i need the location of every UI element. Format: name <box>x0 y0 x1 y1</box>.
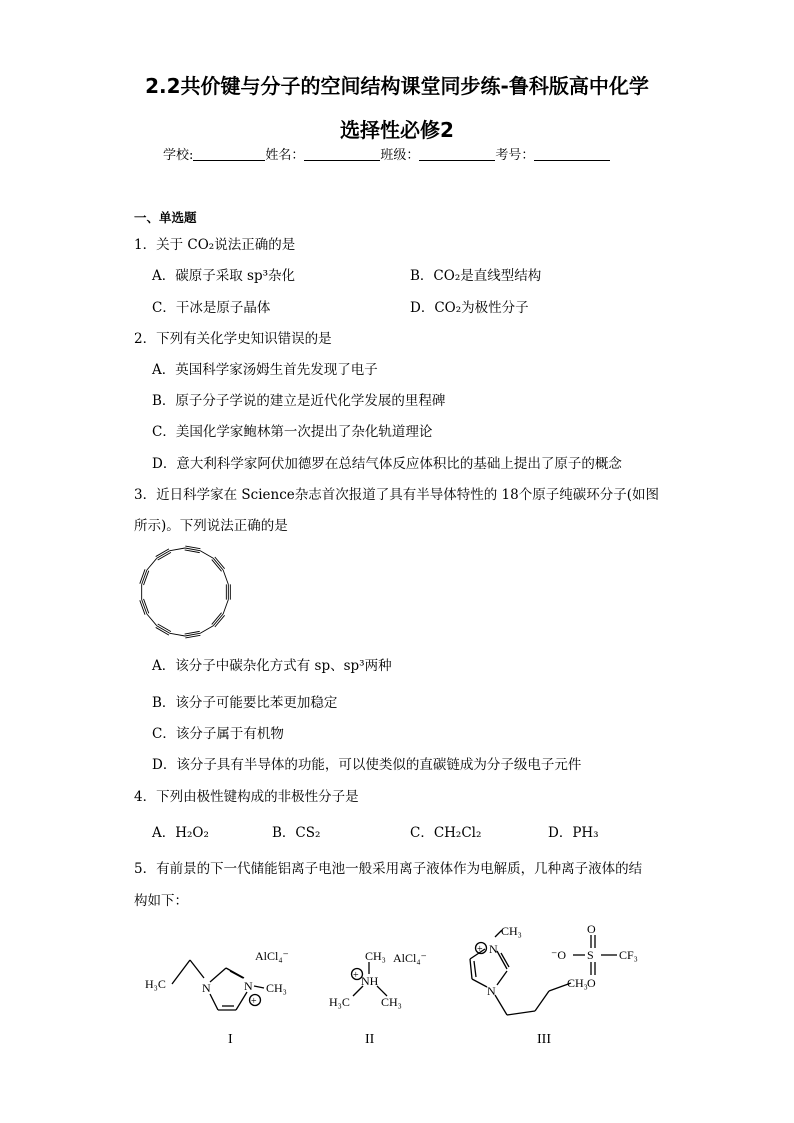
title-line-2: 选择性必修2 <box>340 118 454 142</box>
name-blank[interactable] <box>304 146 380 161</box>
q2-option-a: A．英国科学家汤姆生首先发现了电子 <box>152 362 378 378</box>
single-bond-line <box>147 614 157 626</box>
q1-option-a: A．碳原子采取 sp³杂化 <box>152 268 296 284</box>
single-bond-line <box>223 570 228 584</box>
q4-option-a: A．H₂O₂ <box>152 825 209 841</box>
single-bond-line <box>200 626 213 634</box>
single-bond-line <box>147 558 157 570</box>
structure-i <box>140 930 315 1055</box>
q1-option-d: D．CO₂为极性分子 <box>410 300 529 316</box>
q4-option-d: D．PH₃ <box>548 825 599 841</box>
q5-stem-line-2: 构如下： <box>134 893 188 909</box>
struct-i-plus: + <box>251 996 257 1007</box>
struct-iii-ch3-chain: CH₃ <box>567 976 588 990</box>
single-bond-line <box>223 600 228 614</box>
struct-ii-ch3-top: CH₃ <box>365 949 386 963</box>
struct-i-label: I <box>228 1032 233 1047</box>
q4-option-c: C．CH₂Cl₂ <box>410 825 482 841</box>
school-blank[interactable] <box>193 146 265 161</box>
struct-ii-nh: NH <box>361 974 379 988</box>
q1-option-c: C．干冰是原子晶体 <box>152 300 271 316</box>
triple-bond-line <box>212 613 222 625</box>
struct-ii-anion: AlCl₄⁻ <box>393 951 427 965</box>
q3-option-c: C．该分子属于有机物 <box>152 726 284 742</box>
struct-iii-n1: N <box>489 942 498 956</box>
q3-option-a: A．该分子中碳杂化方式有 sp、sp³两种 <box>152 658 392 674</box>
struct-iii-ch3-top: CH₃ <box>501 924 522 938</box>
school-label: 学校: <box>163 148 194 163</box>
structure-iii <box>455 915 655 1055</box>
class-blank[interactable] <box>419 146 495 161</box>
struct-iii-cf3: CF₃ <box>619 948 638 962</box>
struct-i-ch3: CH₃ <box>266 981 287 995</box>
q1-stem: 1．关于 CO₂说法正确的是 <box>134 237 296 253</box>
struct-iii-anion-o: ⁻O <box>551 948 566 962</box>
triple-bond-line <box>213 558 223 570</box>
struct-ii-plus: + <box>353 970 359 981</box>
single-bond-line <box>170 548 185 551</box>
struct-ii-ch3-right: CH₃ <box>381 995 402 1009</box>
q1-option-b: B．CO₂是直线型结构 <box>410 268 542 284</box>
struct-i-h3c: H₃C <box>145 977 166 991</box>
q2-option-d: D．意大利科学家阿伏加德罗在总结气体反应体积比的基础上提出了原子的概念 <box>152 456 622 472</box>
q5-stem-line-1: 5．有前景的下一代储能铝离子电池一般采用离子液体作为电解质，几种离子液体的结 <box>134 861 643 877</box>
single-bond-line <box>200 551 213 559</box>
carbon-ring-figure <box>130 542 240 642</box>
structure-ii <box>325 930 445 1055</box>
struct-ii-h3c: H₃C <box>329 995 350 1009</box>
single-bond-line <box>170 633 185 636</box>
q4-option-b: B．CS₂ <box>272 825 321 841</box>
struct-ii-label: II <box>365 1032 375 1047</box>
q2-option-b: B．原子分子学说的建立是近代化学发展的里程碑 <box>152 393 446 409</box>
title-line-1: 2.2共价键与分子的空间结构课堂同步练-鲁科版高中化学 <box>145 74 649 98</box>
q2-option-c: C．美国化学家鲍林第一次提出了杂化轨道理论 <box>152 424 433 440</box>
triple-bond-line <box>213 614 223 626</box>
struct-iii-o-bottom: O <box>587 976 596 990</box>
q3-option-b: B．该分子可能要比苯更加稳定 <box>152 695 338 711</box>
student-info-row <box>163 144 610 163</box>
q3-stem-line-1: 3．近日科学家在 Science杂志首次报道了具有半导体特性的 18个原子纯碳环分子(如图 <box>134 487 659 503</box>
q2-stem: 2．下列有关化学史知识错误的是 <box>134 331 332 347</box>
q3-stem-line-2: 所示)。下列说法正确的是 <box>134 518 288 534</box>
struct-iii-n2: N <box>487 984 496 998</box>
exam-no-blank[interactable] <box>534 146 610 161</box>
class-label: 班级： <box>380 148 420 163</box>
q4-stem: 4．下列由极性键构成的非极性分子是 <box>134 789 359 805</box>
struct-iii-plus: + <box>477 944 483 955</box>
struct-i-anion: AlCl₄⁻ <box>255 949 289 963</box>
struct-i-n2: N <box>244 979 253 993</box>
struct-iii-label: III <box>537 1032 551 1047</box>
triple-bond-line <box>215 557 225 569</box>
struct-iii-s: S <box>587 948 594 962</box>
name-label: 姓名： <box>265 148 305 163</box>
struct-i-n1: N <box>202 981 211 995</box>
triple-bond-line <box>215 615 225 627</box>
q3-option-d: D．该分子具有半导体的功能，可以使类似的直碳链成为分子级电子元件 <box>152 757 582 773</box>
triple-bond-line <box>212 560 222 572</box>
exam-no-label: 考号： <box>495 148 535 163</box>
section-heading: 一、单选题 <box>134 210 197 225</box>
struct-iii-o-top: O <box>587 922 596 936</box>
